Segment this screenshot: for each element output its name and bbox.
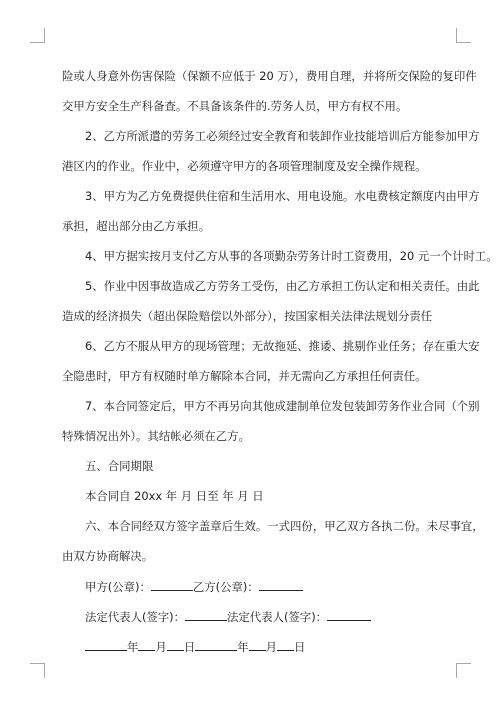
seal-row: [62, 579, 444, 594]
party-b-seal-label: 乙方(公章)：: [192, 580, 259, 594]
section-heading-term: [62, 459, 444, 474]
date-a-month: 月: [155, 640, 167, 654]
crop-mark-bottom-left: [30, 663, 45, 678]
text-line: 7、本合同签定后，甲方不再另向其他成建制单位发包装卸劳务作业合同（个别: [85, 399, 480, 413]
rep-a-blank: [185, 609, 227, 621]
paragraph-item-5: [62, 279, 480, 324]
signature-rep-line: [62, 609, 444, 624]
paragraph-item-2: [62, 129, 480, 174]
section-heading: 五、合同期限: [85, 459, 154, 473]
paragraph-item-7: [62, 399, 480, 444]
text-line: 承担，超出部分由乙方承担。: [62, 219, 211, 233]
text-line: 六、本合同经双方签字盖章后生效。一式四份，甲乙双方各执二份。未尽事宜，: [85, 519, 484, 533]
text-line: 6、乙方不服从甲方的现场管理；无故拖延、推诿、挑剔作业任务；存在重大安: [85, 339, 480, 353]
text-line: 造成的经济损失（超出保险赔偿以外部分），按国家相关法律法规划分责任: [62, 309, 433, 323]
paragraph-contract-period: [62, 489, 444, 504]
date-a-day: 日: [183, 640, 196, 654]
text-line: 港区内的作业。作业中，必须遵守甲方的各项管理制度及安全操作规程。: [62, 159, 427, 173]
date-row: [62, 639, 444, 654]
document-body: [62, 69, 498, 654]
text-line: 4、甲方据实按月支付乙方从事的各项勤杂劳务计时工资费用，20 元一个计时工。: [85, 249, 498, 263]
rep-b-blank: [327, 609, 371, 621]
text-line: 本合同自 20xx 年 月 日至 年 月 日: [85, 489, 264, 503]
party-a-seal-label: 甲方(公章)：: [85, 580, 151, 594]
rep-row: [62, 609, 444, 624]
date-b-year-blank: [195, 639, 237, 651]
date-b-year: 年: [237, 640, 249, 654]
date-b-month: 月: [265, 640, 278, 654]
date-a-month-blank: [138, 639, 155, 651]
date-a-year-blank: [85, 639, 127, 651]
text-line: 5、作业中因事故造成乙方劳务工受伤，由乙方承担工伤认定和相关责任。由此: [85, 279, 480, 293]
crop-mark-top-left: [30, 28, 45, 43]
rep-a-label: 法定代表人(签字)：: [85, 610, 186, 624]
text-line: 特殊情况出外）。其结帐必须在乙方。: [62, 429, 250, 443]
signature-seal-line: [62, 579, 444, 594]
text-line: 由双方协商解决。: [62, 549, 154, 563]
date-a-year: 年: [127, 640, 139, 654]
signature-date-line: [62, 639, 444, 654]
text-line: 3、甲方为乙方免费提供住宿和生活用水、用电设施。水电费核定额度内由甲方: [85, 189, 480, 203]
date-a-day-blank: [167, 639, 184, 651]
paragraph-item-4: [62, 249, 498, 264]
paragraph-effectiveness: [62, 519, 484, 564]
crop-mark-bottom-right: [456, 663, 471, 678]
paragraph-insurance: [62, 69, 477, 114]
paragraph-item-6: [62, 339, 480, 384]
date-b-day: 日: [294, 640, 306, 654]
party-b-seal-blank: [259, 579, 303, 591]
date-b-day-blank: [277, 639, 294, 651]
party-a-seal-blank: [151, 579, 193, 591]
text-line: 2、乙方所派遣的劳务工必须经过安全教育和装卸作业技能培训后方能参加甲方: [85, 129, 480, 143]
text-line: 全隐患时，甲方有权随时单方解除本合同，并无需向乙方承担任何责任。: [62, 369, 427, 383]
text-line: 交甲方安全生产科备查。不具备该条件的.劳务人员，甲方有权不用。: [62, 99, 408, 113]
date-b-month-blank: [249, 639, 266, 651]
crop-mark-top-right: [456, 28, 471, 43]
paragraph-item-3: [62, 189, 480, 234]
text-line: 险或人身意外伤害保险（保额不应低于 20 万），费用自理，并将所交保险的复印件: [62, 69, 477, 83]
rep-b-label: 法定代表人(签字)：: [227, 610, 328, 624]
